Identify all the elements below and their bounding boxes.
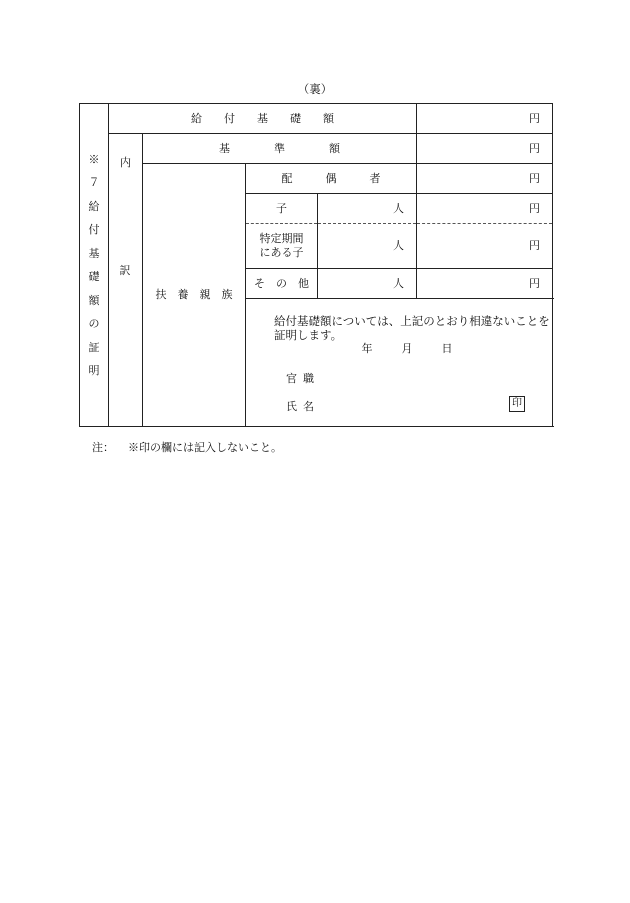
tokutei-ko-label xyxy=(246,224,318,269)
yen-unit: 円 xyxy=(529,141,540,155)
certification-table xyxy=(79,103,553,427)
kyufu-kisogaku-amount[interactable] xyxy=(417,104,553,134)
ko-label: 子 xyxy=(246,194,318,224)
certification-statement: 給付基礎額については、上記のとおり相違ないことを証明します。 xyxy=(274,314,550,343)
tokutei-ko-count[interactable] xyxy=(318,224,417,269)
note-prefix: 注： xyxy=(92,441,114,454)
year-label: 年 xyxy=(361,342,373,355)
yen-unit: 円 xyxy=(529,276,540,290)
kanshoku-label: 官職 xyxy=(286,372,320,385)
note-text: ※印の欄には記入しないこと。 xyxy=(128,441,282,454)
kijungaku-label: 基 準 額 xyxy=(143,134,417,164)
day-label: 日 xyxy=(441,342,453,355)
person-unit: 人 xyxy=(393,201,404,215)
yen-unit: 円 xyxy=(529,201,540,215)
sonota-amount[interactable] xyxy=(417,269,553,299)
side-label-cell xyxy=(80,104,109,427)
naiyaku-bottom: 訳 xyxy=(119,264,131,277)
certification-block xyxy=(246,299,553,427)
person-unit: 人 xyxy=(393,239,404,253)
seal-mark: 印 xyxy=(509,396,525,412)
naiyaku-cell xyxy=(109,134,143,427)
shimei-label: 氏名 xyxy=(286,400,320,413)
naiyaku-top: 内 xyxy=(120,156,131,169)
sonota-count[interactable] xyxy=(318,269,417,299)
person-unit: 人 xyxy=(393,276,404,290)
tokutei-ko-amount[interactable] xyxy=(417,224,553,269)
month-label: 月 xyxy=(401,342,413,355)
haigusha-label: 配 偶 者 xyxy=(246,164,417,194)
footer-note xyxy=(92,439,282,455)
yen-unit: 円 xyxy=(529,239,540,253)
date-row[interactable] xyxy=(344,342,453,356)
kijungaku-amount[interactable] xyxy=(417,134,553,164)
tokutei-ko-label-line1: 特定期間 xyxy=(259,232,304,246)
tokutei-ko-label-line2: にある子 xyxy=(259,246,304,259)
kyufu-kisogaku-label: 給 付 基 礎 額 xyxy=(109,104,417,134)
fuyo-shinzoku-label: 扶 養 親 族 xyxy=(143,164,246,427)
page-header: （裏） xyxy=(297,82,333,96)
haigusha-amount[interactable] xyxy=(417,164,553,194)
yen-unit: 円 xyxy=(529,111,540,125)
sonota-label: そ の 他 xyxy=(246,269,318,299)
ko-amount[interactable] xyxy=(417,194,553,224)
ko-count[interactable] xyxy=(318,194,417,224)
yen-unit: 円 xyxy=(529,171,540,185)
side-label: ※７給付基礎額の証明 xyxy=(88,152,100,377)
